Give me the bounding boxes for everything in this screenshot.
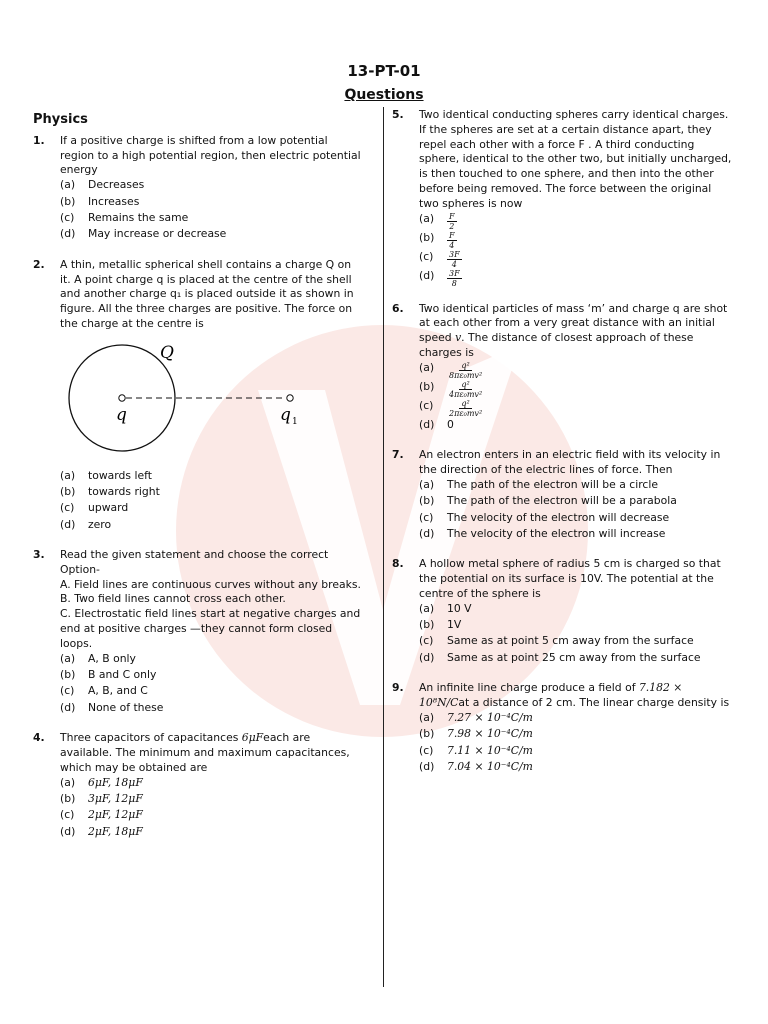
question-math: 6μF: [241, 731, 264, 745]
label-Q: Q: [160, 342, 174, 363]
option-text: 1V: [447, 618, 462, 632]
question-text: [60, 731, 363, 775]
question-number: 1.: [33, 133, 45, 147]
question-7: [392, 448, 732, 543]
question-3: [33, 548, 363, 717]
question-number: 4.: [33, 731, 45, 745]
question-text: Read the given statement and choose the correct Option- A. Field lines are continuous curves without any breaks. B. Two field lines cannot cross each other. C. Electrostatic field lines start at negative charges and end at positive charges —they cannot form closed loops.: [60, 548, 361, 650]
option-label: (b): [419, 494, 435, 508]
option-label: (c): [60, 808, 75, 822]
option-label: (a): [419, 360, 435, 374]
option-c[interactable]: [60, 211, 363, 227]
fraction-numerator: q²: [461, 379, 470, 389]
option-label: (b): [419, 727, 435, 741]
option-label: (b): [60, 484, 76, 498]
option-a[interactable]: [419, 361, 732, 380]
question-text: Two identical conducting spheres carry identical charges. If the spheres are set at a certain distance apart, they repel each other with a force F . A third conducting sphere, identical to the other two, but initially uncharged, is then touched to one sphere, and then into the other before being removed. The force between the original two spheres is now: [419, 108, 732, 210]
option-math: 2μF, 12μF: [88, 808, 143, 822]
fraction-numerator: 3F: [449, 268, 460, 278]
question-text: A hollow metal sphere of radius 5 cm is charged so that the potential on its surface is 10V. The potential at the centre of the sphere is: [419, 557, 721, 600]
option-text: Increases: [88, 194, 140, 208]
option-math: 6μF, 18μF: [88, 775, 143, 789]
question-text-post: each are available. The minimum and maximum capacitances, which may be obtained are: [60, 731, 350, 774]
option-label: (a): [419, 601, 435, 615]
option-a[interactable]: [60, 178, 363, 194]
option-text: towards right: [88, 484, 160, 498]
option-d[interactable]: [60, 701, 363, 717]
option-text: towards left: [88, 468, 152, 482]
option-c[interactable]: [419, 511, 732, 527]
question-text-post: at a distance of 2 cm. The linear charge density is: [458, 696, 730, 710]
option-text: May increase or decrease: [88, 227, 227, 241]
label-q1-subscript: 1: [292, 416, 298, 427]
option-text: Remains the same: [88, 210, 189, 224]
option-label: (d): [419, 650, 435, 664]
option-label: (a): [60, 468, 76, 482]
option-label: (d): [60, 824, 76, 838]
question-4: [33, 731, 363, 841]
question-6: [392, 302, 732, 435]
option-b[interactable]: [419, 494, 732, 510]
option-text: The velocity of the electron will increase: [447, 526, 666, 540]
option-d[interactable]: [60, 825, 363, 841]
option-label: (b): [419, 379, 435, 393]
fraction-denominator: 4: [449, 240, 455, 250]
question-9: [392, 681, 732, 776]
question-math: v: [455, 331, 462, 345]
question-8: [392, 557, 732, 667]
question-number: 7.: [392, 448, 404, 462]
question-math: 7.182 × 10⁸N/C: [419, 681, 683, 710]
fraction-denominator: 4πε₀mv²: [449, 389, 483, 399]
option-b[interactable]: [60, 195, 363, 211]
option-b[interactable]: [60, 792, 363, 808]
question-text: A thin, metallic spherical shell contains a charge Q on it. A point charge q is placed at the centre of the shell and another charge q₁ is placed outside it as shown in figure. All the three charges are positive. The force on the charge at the centre is: [60, 257, 354, 330]
option-label: (c): [60, 210, 75, 224]
question-number: 8.: [392, 557, 404, 571]
fraction-numerator: 3F: [449, 249, 460, 259]
fraction-denominator: 4: [451, 259, 457, 269]
label-q: q: [116, 404, 127, 425]
option-fraction: [447, 250, 462, 269]
fraction-numerator: F: [449, 230, 455, 240]
option-d[interactable]: [419, 651, 732, 667]
fraction-denominator: 8: [451, 278, 457, 288]
option-text: upward: [88, 501, 129, 515]
option-label: (b): [419, 230, 435, 244]
right-column: [392, 108, 732, 790]
option-label: (a): [60, 775, 76, 789]
option-label: (a): [60, 178, 76, 192]
question-text-pre: Two identical particles of mass ‘m’ and charge q are shot at each other from a very great distance with an initial speed: [419, 301, 728, 345]
column-divider: [383, 107, 384, 987]
option-math: 2μF, 18μF: [88, 824, 143, 838]
fraction-denominator: 2: [449, 221, 455, 231]
option-b[interactable]: [419, 380, 732, 399]
option-label: (a): [60, 651, 76, 665]
label-q1: q: [280, 404, 291, 425]
option-label: (a): [419, 710, 435, 724]
option-c[interactable]: [419, 744, 732, 760]
question-text: [419, 681, 732, 711]
option-label: (b): [419, 618, 435, 632]
option-b[interactable]: [419, 231, 732, 250]
option-text: A, B, and C: [88, 684, 148, 698]
option-math: 7.04 × 10⁻⁴C/m: [447, 760, 533, 774]
option-text: B and C only: [88, 668, 157, 682]
option-a[interactable]: [60, 469, 363, 485]
question-5: [392, 108, 732, 288]
left-column: [33, 113, 363, 855]
option-text: The path of the electron will be a circle: [447, 477, 658, 491]
section-heading: Physics: [33, 112, 88, 127]
option-label: (d): [419, 417, 435, 431]
question-text: An electron enters in an electric field with its velocity in the direction of the electric lines of force. Then: [419, 448, 721, 476]
option-math: 3μF, 12μF: [88, 792, 143, 806]
option-text: The velocity of the electron will decrease: [447, 510, 670, 524]
option-d[interactable]: [419, 418, 732, 434]
question-text: [419, 302, 732, 361]
option-a[interactable]: [419, 478, 732, 494]
option-c[interactable]: [60, 808, 363, 824]
question-text-pre: Three capacitors of capacitances: [60, 731, 242, 745]
question-text: If a positive charge is shifted from a low potential region to a high potential region, then electric potential energy: [60, 133, 361, 177]
option-d[interactable]: [60, 518, 363, 534]
option-d[interactable]: [419, 269, 732, 288]
option-text: The path of the electron will be a parabola: [447, 494, 677, 508]
option-a[interactable]: [419, 602, 732, 618]
option-label: (c): [419, 249, 434, 263]
option-label: (d): [419, 268, 435, 282]
option-d[interactable]: [60, 227, 363, 243]
option-label: (c): [419, 510, 434, 524]
option-text: 10 V: [447, 601, 472, 615]
option-label: (b): [60, 792, 76, 806]
option-label: (b): [60, 668, 76, 682]
option-fraction: [447, 231, 457, 250]
option-label: (c): [419, 398, 434, 412]
option-label: (a): [419, 477, 435, 491]
option-d[interactable]: [419, 760, 732, 776]
question-number: 9.: [392, 681, 404, 695]
option-label: (c): [60, 501, 75, 515]
option-label: (b): [60, 194, 76, 208]
option-fraction: [447, 399, 484, 418]
option-fraction: [447, 380, 484, 399]
fraction-denominator: 2πε₀mv²: [449, 408, 483, 418]
option-text: None of these: [88, 700, 164, 714]
fraction-numerator: F: [449, 211, 455, 221]
page-code: 13-PT-01: [347, 62, 421, 80]
question-2: [33, 258, 363, 534]
option-a[interactable]: [60, 652, 363, 668]
option-text: Same as at point 5 cm away from the surface: [447, 634, 694, 648]
option-a[interactable]: [419, 711, 732, 727]
option-text: Decreases: [88, 178, 145, 192]
question-text-pre: An infinite line charge produce a field of: [419, 681, 639, 695]
question-number: 6.: [392, 301, 404, 315]
option-a[interactable]: [419, 212, 732, 231]
option-a[interactable]: [60, 776, 363, 792]
option-text: 0: [447, 417, 454, 431]
option-label: (d): [419, 760, 435, 774]
question-number: 2.: [33, 257, 45, 271]
option-label: (d): [419, 526, 435, 540]
option-b[interactable]: [60, 668, 363, 684]
option-b[interactable]: [419, 727, 732, 743]
charge-q-dot: [119, 395, 125, 401]
option-label: (d): [60, 517, 76, 531]
option-d[interactable]: [419, 527, 732, 543]
option-label: (d): [60, 227, 76, 241]
option-c[interactable]: [419, 250, 732, 269]
option-label: (a): [419, 211, 435, 225]
option-c[interactable]: [60, 684, 363, 700]
fraction-numerator: q²: [461, 398, 470, 408]
charge-q1-dot: [287, 395, 293, 401]
fraction-denominator: 8πε₀mv²: [449, 370, 483, 380]
option-math: 7.11 × 10⁻⁴C/m: [447, 743, 533, 757]
option-text: A, B only: [88, 651, 136, 665]
question-number: 3.: [33, 548, 45, 562]
option-label: (d): [60, 700, 76, 714]
option-b[interactable]: [60, 485, 363, 501]
shell-charge-figure: [60, 338, 360, 460]
option-b[interactable]: [419, 618, 732, 634]
option-label: (c): [419, 634, 434, 648]
option-label: (c): [419, 743, 434, 757]
option-label: (c): [60, 684, 75, 698]
option-c[interactable]: [419, 399, 732, 418]
question-1: [33, 134, 363, 244]
page-subtitle: Questions: [344, 87, 424, 103]
option-fraction: [447, 269, 462, 288]
option-math: 7.27 × 10⁻⁴C/m: [447, 710, 533, 724]
question-text-post: . The distance of closest approach of these charges is: [419, 331, 694, 359]
option-c[interactable]: [419, 634, 732, 650]
option-math: 7.98 × 10⁻⁴C/m: [447, 727, 533, 741]
question-number: 5.: [392, 108, 404, 121]
fraction-numerator: q²: [461, 360, 470, 370]
option-text: zero: [88, 517, 112, 531]
option-text: Same as at point 25 cm away from the surface: [447, 650, 701, 664]
option-c[interactable]: [60, 501, 363, 517]
option-fraction: [447, 361, 484, 380]
option-fraction: [447, 212, 457, 231]
